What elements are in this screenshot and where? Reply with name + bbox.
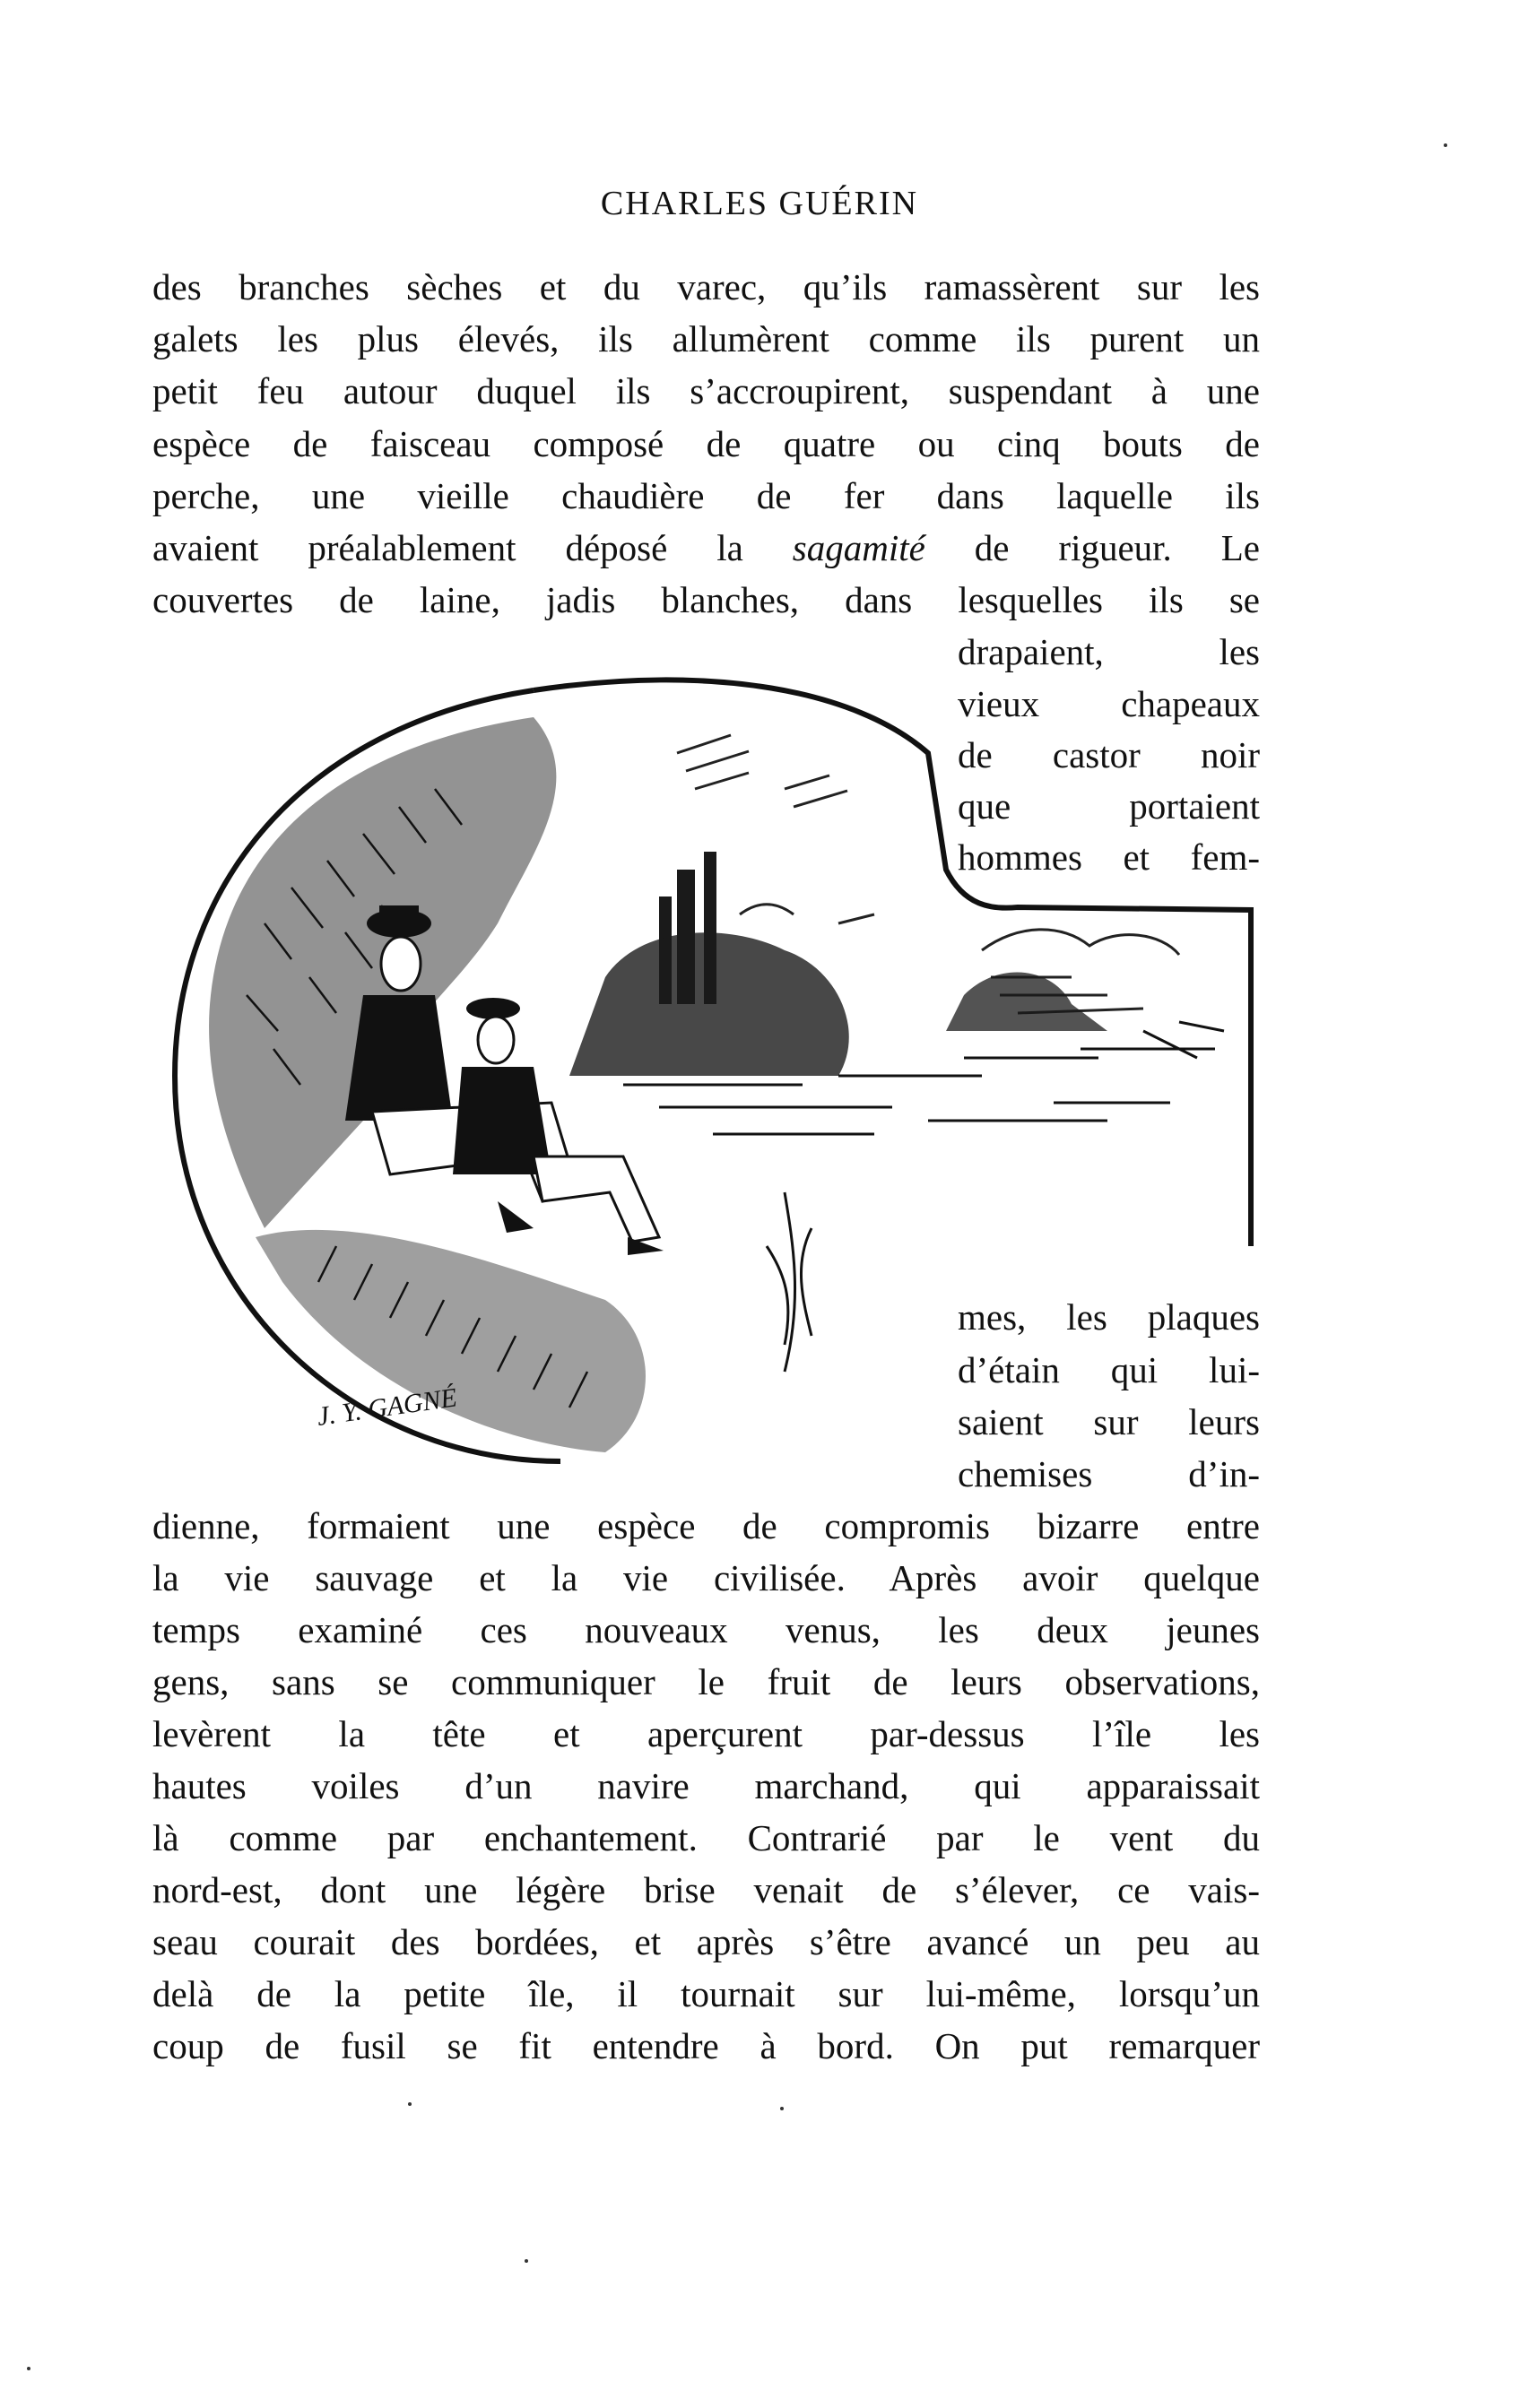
paper-speck (1444, 143, 1447, 147)
paper-speck (780, 2107, 784, 2110)
running-title: CHARLES GUÉRIN (600, 185, 919, 222)
body-line: chemises d’in- (958, 1453, 1260, 1494)
body-line: mes, les plaques (958, 1296, 1260, 1338)
body-line: couvertes de laine, jadis blanches, dans lesquelles ils se (152, 579, 1260, 620)
body-line: espèce de faisceau composé de quatre ou cinq bouts de (152, 423, 1260, 464)
body-line: hommes et fem- (958, 836, 1260, 878)
body-line: delà de la petite île, il tournait sur lui-même, lorsqu’un (152, 1973, 1260, 2014)
body-line: drapaient, les (958, 631, 1260, 672)
body-line: seau courait des bordées, et après s’être avancé un peu au (152, 1921, 1260, 1962)
text-run: de rigueur. Le (924, 527, 1260, 568)
body-line: d’étain qui lui- (958, 1349, 1260, 1390)
body-line: saient sur leurs (958, 1401, 1260, 1442)
body-line: coup de fusil se fit entendre à bord. On put remarquer (152, 2025, 1260, 2066)
body-line: que portaient (958, 785, 1260, 827)
paper-speck (525, 2259, 528, 2263)
body-line: petit feu autour duquel ils s’accroupirent, suspendant à une (152, 370, 1260, 411)
body-line: des branches sèches et du varec, qu’ils ramassèrent sur les (152, 266, 1260, 307)
artist-signature: J. Y. GAGNÉ (315, 1382, 459, 1432)
body-line: hautes voiles d’un navire marchand, qui apparaissait (152, 1765, 1260, 1806)
text-run: avaient préalablement déposé la (152, 527, 793, 568)
body-line: gens, sans se communiquer le fruit de leurs observations, (152, 1661, 1260, 1702)
body-line: temps examiné ces nouveaux venus, les deux jeunes (152, 1609, 1260, 1650)
body-line: nord-est, dont une légère brise venait de s’élever, ce vais- (152, 1869, 1260, 1910)
body-line: la vie sauvage et la vie civilisée. Après avoir quelque (152, 1557, 1260, 1598)
paper-speck (408, 2102, 412, 2106)
paper-speck (27, 2367, 30, 2370)
italic-word: sagamité (792, 527, 925, 568)
body-line: là comme par enchantement. Contrarié par le vent du (152, 1817, 1260, 1858)
body-line: galets les plus élevés, ils allumèrent comme ils purent un (152, 318, 1260, 359)
body-line: vieux chapeaux (958, 683, 1260, 724)
body-line: dienne, formaient une espèce de compromis bizarre entre (152, 1505, 1260, 1546)
body-line: de castor noir (958, 734, 1260, 775)
body-line (152, 523, 1260, 573)
body-line: levèrent la tête et aperçurent par-dessus l’île les (152, 1713, 1260, 1754)
body-line: perche, une vieille chaudière de fer dans laquelle ils (152, 475, 1260, 516)
